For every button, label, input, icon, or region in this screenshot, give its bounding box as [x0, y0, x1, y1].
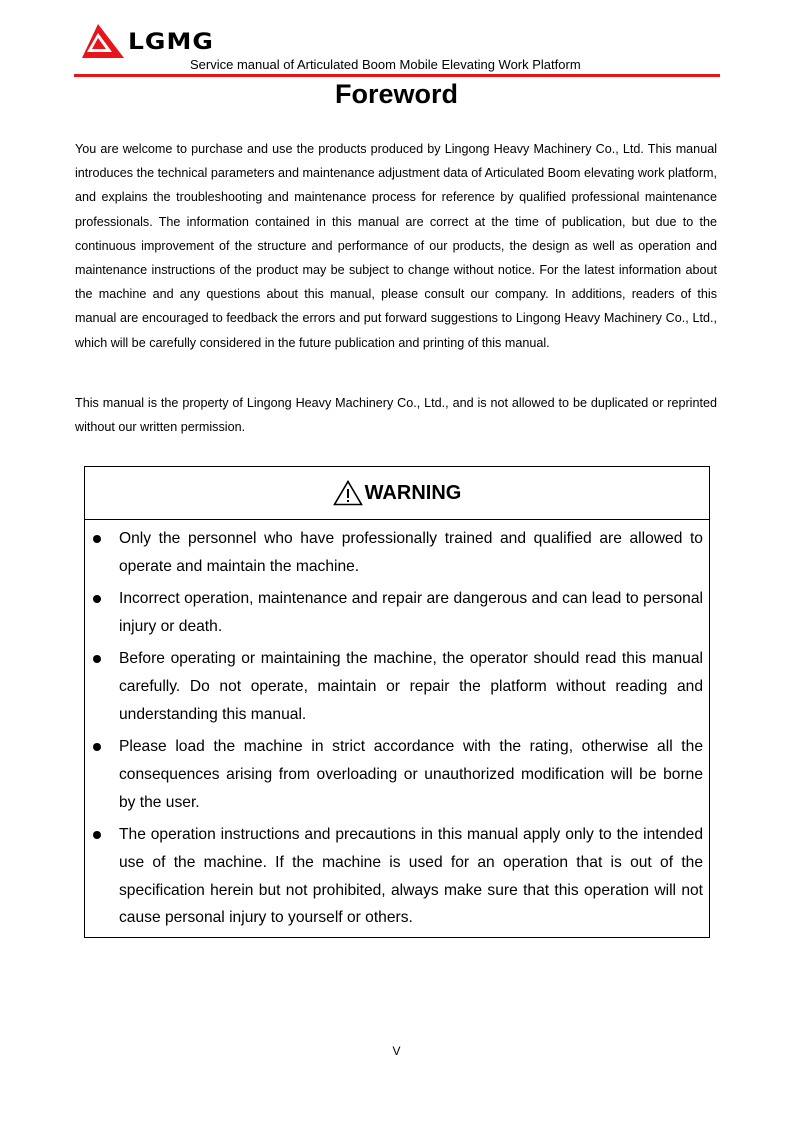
logo-text: LGMG [128, 27, 214, 55]
bullet-icon [93, 831, 101, 839]
lgmg-logo [82, 24, 214, 58]
header-divider [74, 74, 720, 77]
warning-heading-text: WARNING [364, 481, 462, 504]
warning-triangle-icon [333, 480, 363, 506]
lgmg-logo-icon [82, 24, 124, 58]
list-item-text: Only the personnel who have professionally trained and qualified are allowed to operate and maintain the machine. [119, 530, 703, 575]
list-item-text: Before operating or maintaining the machine, the operator should read this manual carefully. Do not operate, maintain or repair the platform without reading and understanding this manual. [119, 650, 703, 723]
bullet-icon [93, 655, 101, 663]
bullet-icon [93, 743, 101, 751]
warning-list [85, 520, 709, 932]
list-item-text: Please load the machine in strict accordance with the rating, otherwise all the consequences arising from overloading or unauthorized modification will be borne by the user. [119, 738, 703, 811]
bullet-icon [93, 535, 101, 543]
paragraph: You are welcome to purchase and use the products produced by Lingong Heavy Machinery Co., Ltd. This manual introduces the technical parameters and maintenance adjustment data of Articulated Boom elevating work platform, and explains the troubleshooting and maintenance process for reference by qualified professional maintenance professionals. The information contained in this manual are correct at the time of publication, but due to the continuous improvement of the structure and performance of our products, the design as well as operation and maintenance instructions of the product may be subject to change without notice. For the latest information about the machine and any questions about this manual, please consult our company. In additions, readers of this manual are encouraged to feedback the errors and put forward suggestions to Lingong Heavy Machinery Co., Ltd., which will be carefully considered in the future publication and printing of this manual. [75, 142, 717, 350]
warning-box [84, 466, 710, 938]
list-item [119, 821, 703, 932]
list-item [119, 525, 703, 581]
page-number: V [392, 1044, 401, 1058]
list-item-text: The operation instructions and precautions in this manual apply only to the intended use of the machine. If the machine is used for an operation that is out of the specification herein but not prohibited, always make sure that this operation will not cause personal injury to yourself or others. [119, 825, 703, 927]
page-title: Foreword [334, 79, 458, 109]
list-item [119, 585, 703, 641]
list-item [119, 733, 703, 816]
header-subtitle: Service manual of Articulated Boom Mobile Elevating Work Platform [190, 57, 581, 72]
warning-heading [85, 467, 709, 520]
list-item-text: Incorrect operation, maintenance and repair are dangerous and can lead to personal injury or death. [119, 590, 703, 635]
paragraph: This manual is the property of Lingong Heavy Machinery Co., Ltd., and is not allowed to be duplicated or reprinted without our written permission. [75, 396, 717, 435]
list-item [119, 645, 703, 728]
bullet-icon [93, 595, 101, 603]
